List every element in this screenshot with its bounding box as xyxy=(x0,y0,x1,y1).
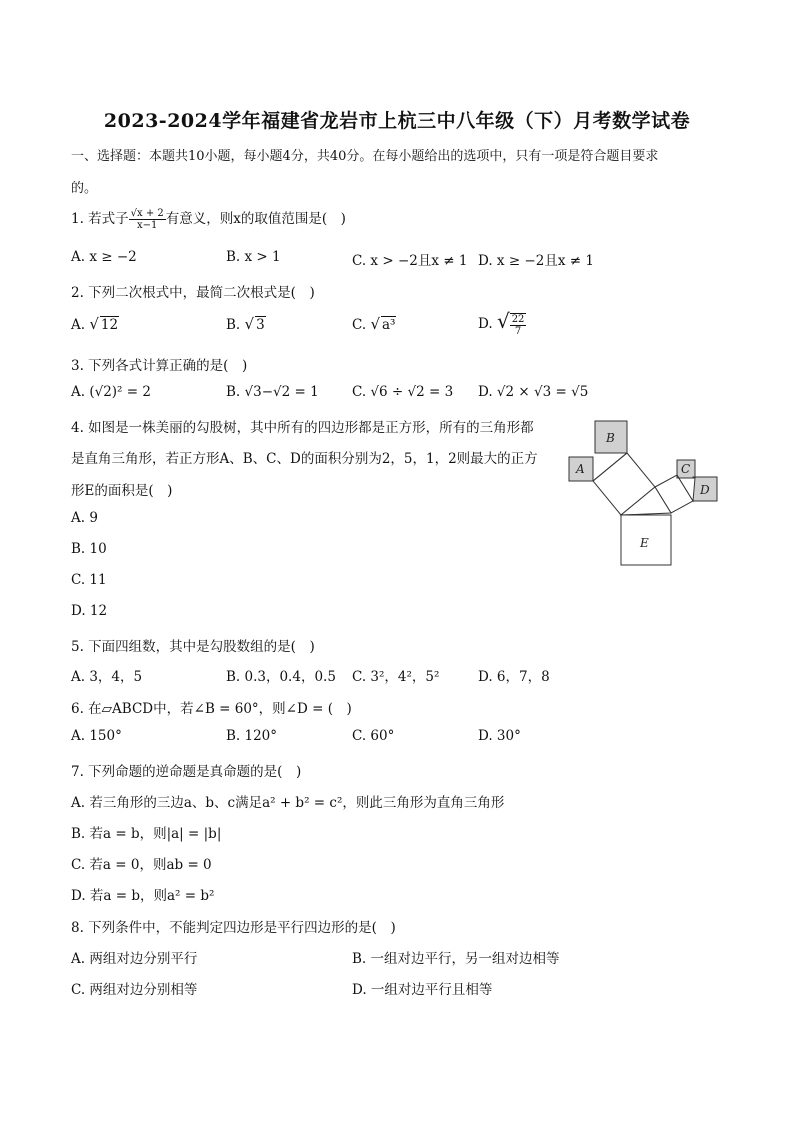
q2-option-b[interactable]: B. √ 3 xyxy=(226,315,265,333)
pythagorean-tree-figure xyxy=(565,415,725,570)
label-d: D xyxy=(700,483,710,497)
question-2-stem: 2. 下列二次根式中，最简二次根式是( ) xyxy=(71,285,315,301)
q8-option-c[interactable]: C. 两组对边分别相等 xyxy=(71,982,198,998)
fraction-denominator: 7 xyxy=(514,325,522,337)
radicand: 12 xyxy=(100,317,119,333)
q2-option-c[interactable]: C. √ a³ xyxy=(352,315,396,333)
question-4-line-3: 形E的面积是( ) xyxy=(71,483,173,499)
q2-option-d[interactable]: D. √ $\frac{22}{7}$ xyxy=(478,309,525,337)
q6-option-b[interactable]: B. 120° xyxy=(226,728,278,744)
question-8-stem: 8. 下列条件中，不能判定四边形是平行四边形的是( ) xyxy=(71,920,396,936)
q4-option-a[interactable]: A. 9 xyxy=(71,510,98,526)
q5-option-c[interactable]: C. 3²，4²，5² xyxy=(352,669,440,685)
label-e: E xyxy=(640,536,649,550)
question-1-fraction xyxy=(129,208,166,231)
section-heading-cont: 的。 xyxy=(71,181,98,196)
question-1-stem xyxy=(71,207,346,231)
q7-option-a[interactable]: A. 若三角形的三边a、b、c满足a² + b² = c²，则此三角形为直角三角形 xyxy=(71,795,505,811)
q1-option-d[interactable]: D. x ≥ −2且x ≠ 1 xyxy=(478,253,594,269)
q7-option-b[interactable]: B. 若a = b，则|a| = |b| xyxy=(71,826,222,842)
option-label: A. xyxy=(71,317,86,333)
question-1-suffix: 有意义，则x的取值范围是( ) xyxy=(165,211,346,227)
q1-option-b[interactable]: B. x > 1 xyxy=(226,249,281,265)
q1-option-a[interactable]: A. x ≥ −2 xyxy=(71,249,137,265)
option-label: C. xyxy=(352,317,367,333)
q3-option-d[interactable]: D. √2 × √3 = √5 xyxy=(478,384,589,400)
q2-option-a[interactable]: A. √ 12 xyxy=(71,315,119,333)
question-4-line-2: 是直角三角形，若正方形A、B、C、D的面积分别为2，5，1，2则最大的正方 xyxy=(71,451,538,467)
q3-option-c[interactable]: C. √6 ÷ √2 = 3 xyxy=(352,384,454,400)
q5-option-a[interactable]: A. 3，4，5 xyxy=(71,669,143,685)
option-label: B. xyxy=(226,317,241,333)
option-label: D. xyxy=(478,316,493,332)
q6-option-c[interactable]: C. 60° xyxy=(352,728,395,744)
label-b: B xyxy=(606,431,615,445)
q7-option-c[interactable]: C. 若a = 0，则ab = 0 xyxy=(71,857,212,873)
question-1-prefix: 1. 若式子 xyxy=(71,211,129,227)
page-title: 2023-2024学年福建省龙岩市上杭三中八年级（下）月考数学试卷 xyxy=(103,110,691,132)
fraction-denominator: x−1 xyxy=(137,220,158,231)
radicand: 3 xyxy=(256,317,265,333)
q5-option-d[interactable]: D. 6，7，8 xyxy=(478,669,550,685)
question-5-stem: 5. 下面四组数，其中是勾股数组的是( ) xyxy=(71,639,315,655)
q8-option-b[interactable]: B. 一组对边平行，另一组对边相等 xyxy=(352,951,560,967)
label-a: A xyxy=(576,462,585,476)
q1-option-c[interactable]: C. x > −2且x ≠ 1 xyxy=(352,253,468,269)
q6-option-a[interactable]: A. 150° xyxy=(71,728,122,744)
question-6-stem: 6. 在▱ABCD中，若∠B = 60°，则∠D = ( ) xyxy=(71,701,352,717)
q6-option-d[interactable]: D. 30° xyxy=(478,728,521,744)
q7-option-d[interactable]: D. 若a = b，则a² = b² xyxy=(71,888,215,904)
question-4-line-1: 4. 如图是一株美丽的勾股树，其中所有的四边形都是正方形，所有的三角形都 xyxy=(71,420,534,436)
radicand: a³ xyxy=(382,317,396,333)
q8-option-d[interactable]: D. 一组对边平行且相等 xyxy=(352,982,493,998)
q4-option-d[interactable]: D. 12 xyxy=(71,603,108,619)
fraction-numerator: 22 xyxy=(511,313,525,325)
label-c: C xyxy=(681,462,691,476)
fraction-numerator: √x + 2 xyxy=(130,208,164,219)
q8-option-a[interactable]: A. 两组对边分别平行 xyxy=(71,951,198,967)
section-heading: 一、选择题：本题共10小题，每小题4分，共40分。在每小题给出的选项中，只有一项是符合题目要求 xyxy=(71,149,659,164)
q4-option-b[interactable]: B. 10 xyxy=(71,541,107,557)
question-3-stem: 3. 下列各式计算正确的是( ) xyxy=(71,358,248,374)
q5-option-b[interactable]: B. 0.3，0.4，0.5 xyxy=(226,669,336,685)
question-7-stem: 7. 下列命题的逆命题是真命题的是( ) xyxy=(71,764,302,780)
q3-option-b[interactable]: B. √3−√2 = 1 xyxy=(226,384,319,400)
q3-option-a[interactable]: A. (√2)² = 2 xyxy=(71,384,151,400)
q4-option-c[interactable]: C. 11 xyxy=(71,572,107,588)
